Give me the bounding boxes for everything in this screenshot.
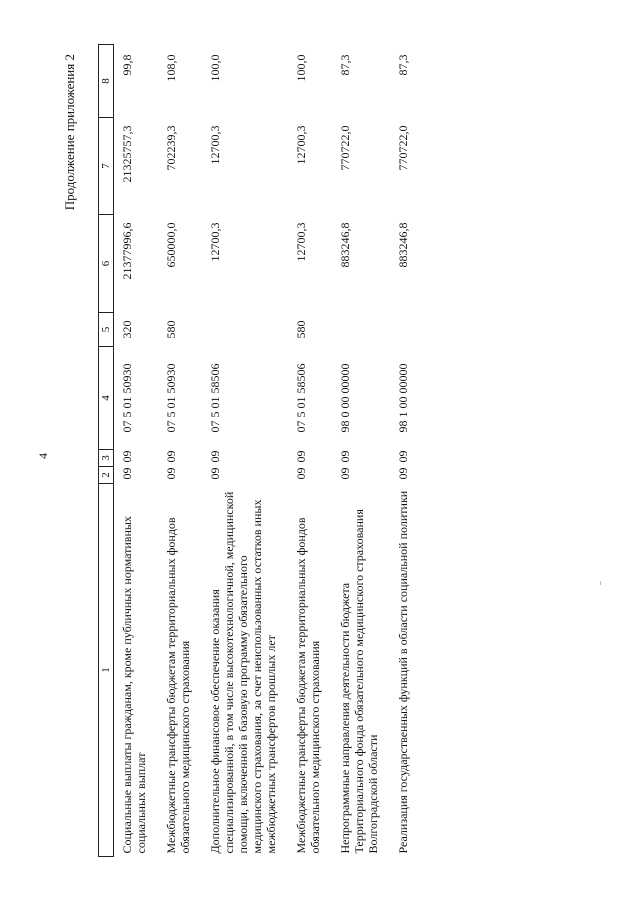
row-col-5 [390, 313, 420, 347]
row-col-2: 09 [396, 467, 410, 480]
row-name: Социальные выплаты гражданам, кроме публичных нормативных социальных выплат [120, 516, 148, 854]
table-row [158, 45, 202, 857]
row-name: Межбюджетные трансферты бюджетам территориальных фондов обязательного медицинского страхования [294, 517, 322, 854]
row-col-7: 12700,3 [208, 125, 222, 165]
budget-table [98, 44, 420, 857]
row-col-2: 09 [338, 467, 352, 480]
row-col-7: 770722,0 [338, 125, 352, 171]
row-col-3: 09 [338, 450, 352, 463]
header-col-6: 6 [99, 215, 114, 313]
header-col-4: 4 [99, 347, 114, 450]
row-col-7: 12700,3 [294, 125, 308, 165]
row-col-4: 07 5 01 58506 [294, 363, 308, 433]
row-col-6: 12700,3 [208, 222, 222, 262]
row-name: Дополнительное финансовое обеспечение оказания специализированной, в том числе высокотехнологичной, медицинской помощи, включенной в базовую программу обязательного медицинского страхования, за счет неиспользованных остатков иных межбюджетных трансфертов прошлых лет [208, 491, 278, 854]
row-col-5: 320 [120, 320, 134, 339]
row-col-6: 21377996,6 [120, 222, 134, 280]
row-name: Межбюджетные трансферты бюджетам территориальных фондов обязательного медицинского страхования [164, 517, 192, 854]
page-number: 4 [36, 453, 50, 459]
row-col-8: 100,0 [294, 54, 308, 82]
header-col-5: 5 [99, 313, 114, 347]
row-col-6: 12700,3 [294, 222, 308, 262]
row-col-5 [202, 313, 288, 347]
header-col-1: 1 [99, 484, 114, 857]
row-col-3: 09 [294, 450, 308, 463]
row-col-8: 87,3 [338, 54, 352, 76]
row-col-4: 07 5 01 58506 [208, 363, 222, 433]
row-col-2: 09 [164, 467, 178, 480]
row-col-4: 07 5 01 50930 [120, 363, 134, 433]
row-col-7: 702239,3 [164, 125, 178, 171]
row-col-7: 21325757,3 [120, 125, 134, 183]
row-col-2: 09 [120, 467, 134, 480]
row-col-4: 98 1 00 00000 [396, 363, 410, 433]
row-col-7: 770722,0 [396, 125, 410, 171]
table-row [390, 45, 420, 857]
row-col-8: 99,8 [120, 54, 134, 76]
table-row [288, 45, 332, 857]
header-col-3: 3 [99, 450, 114, 467]
header-col-8: 8 [99, 45, 114, 118]
row-col-6: 650000,0 [164, 222, 178, 268]
margin-mark [600, 581, 601, 585]
row-col-5 [332, 313, 390, 347]
row-col-2: 09 [208, 467, 222, 480]
continuation-label: Продолжение приложения 2 [62, 54, 77, 211]
row-col-3: 09 [120, 450, 134, 463]
row-col-3: 09 [164, 450, 178, 463]
header-row [99, 45, 114, 857]
row-col-3: 09 [208, 450, 222, 463]
row-col-4: 98 0 00 00000 [338, 363, 352, 433]
row-col-5: 580 [294, 320, 308, 339]
row-col-5: 580 [164, 320, 178, 339]
row-col-8: 100,0 [208, 54, 222, 82]
row-col-2: 09 [294, 467, 308, 480]
row-name: Непрограммные направления деятельности бюджета Территориального фонда обязательного медицинского страхования Волгоградской области [338, 509, 380, 854]
header-col-2: 2 [99, 467, 114, 484]
row-col-8: 108,0 [164, 54, 178, 82]
row-col-8: 87,3 [396, 54, 410, 76]
table-row [114, 45, 159, 857]
row-col-6: 883246,8 [396, 222, 410, 268]
row-name: Реализация государственных функций в области социальной политики [396, 490, 410, 854]
row-col-3: 09 [396, 450, 410, 463]
row-col-4: 07 5 01 50930 [164, 363, 178, 433]
table-row [332, 45, 390, 857]
table-row [202, 45, 288, 857]
row-col-6: 883246,8 [338, 222, 352, 268]
header-col-7: 7 [99, 118, 114, 215]
